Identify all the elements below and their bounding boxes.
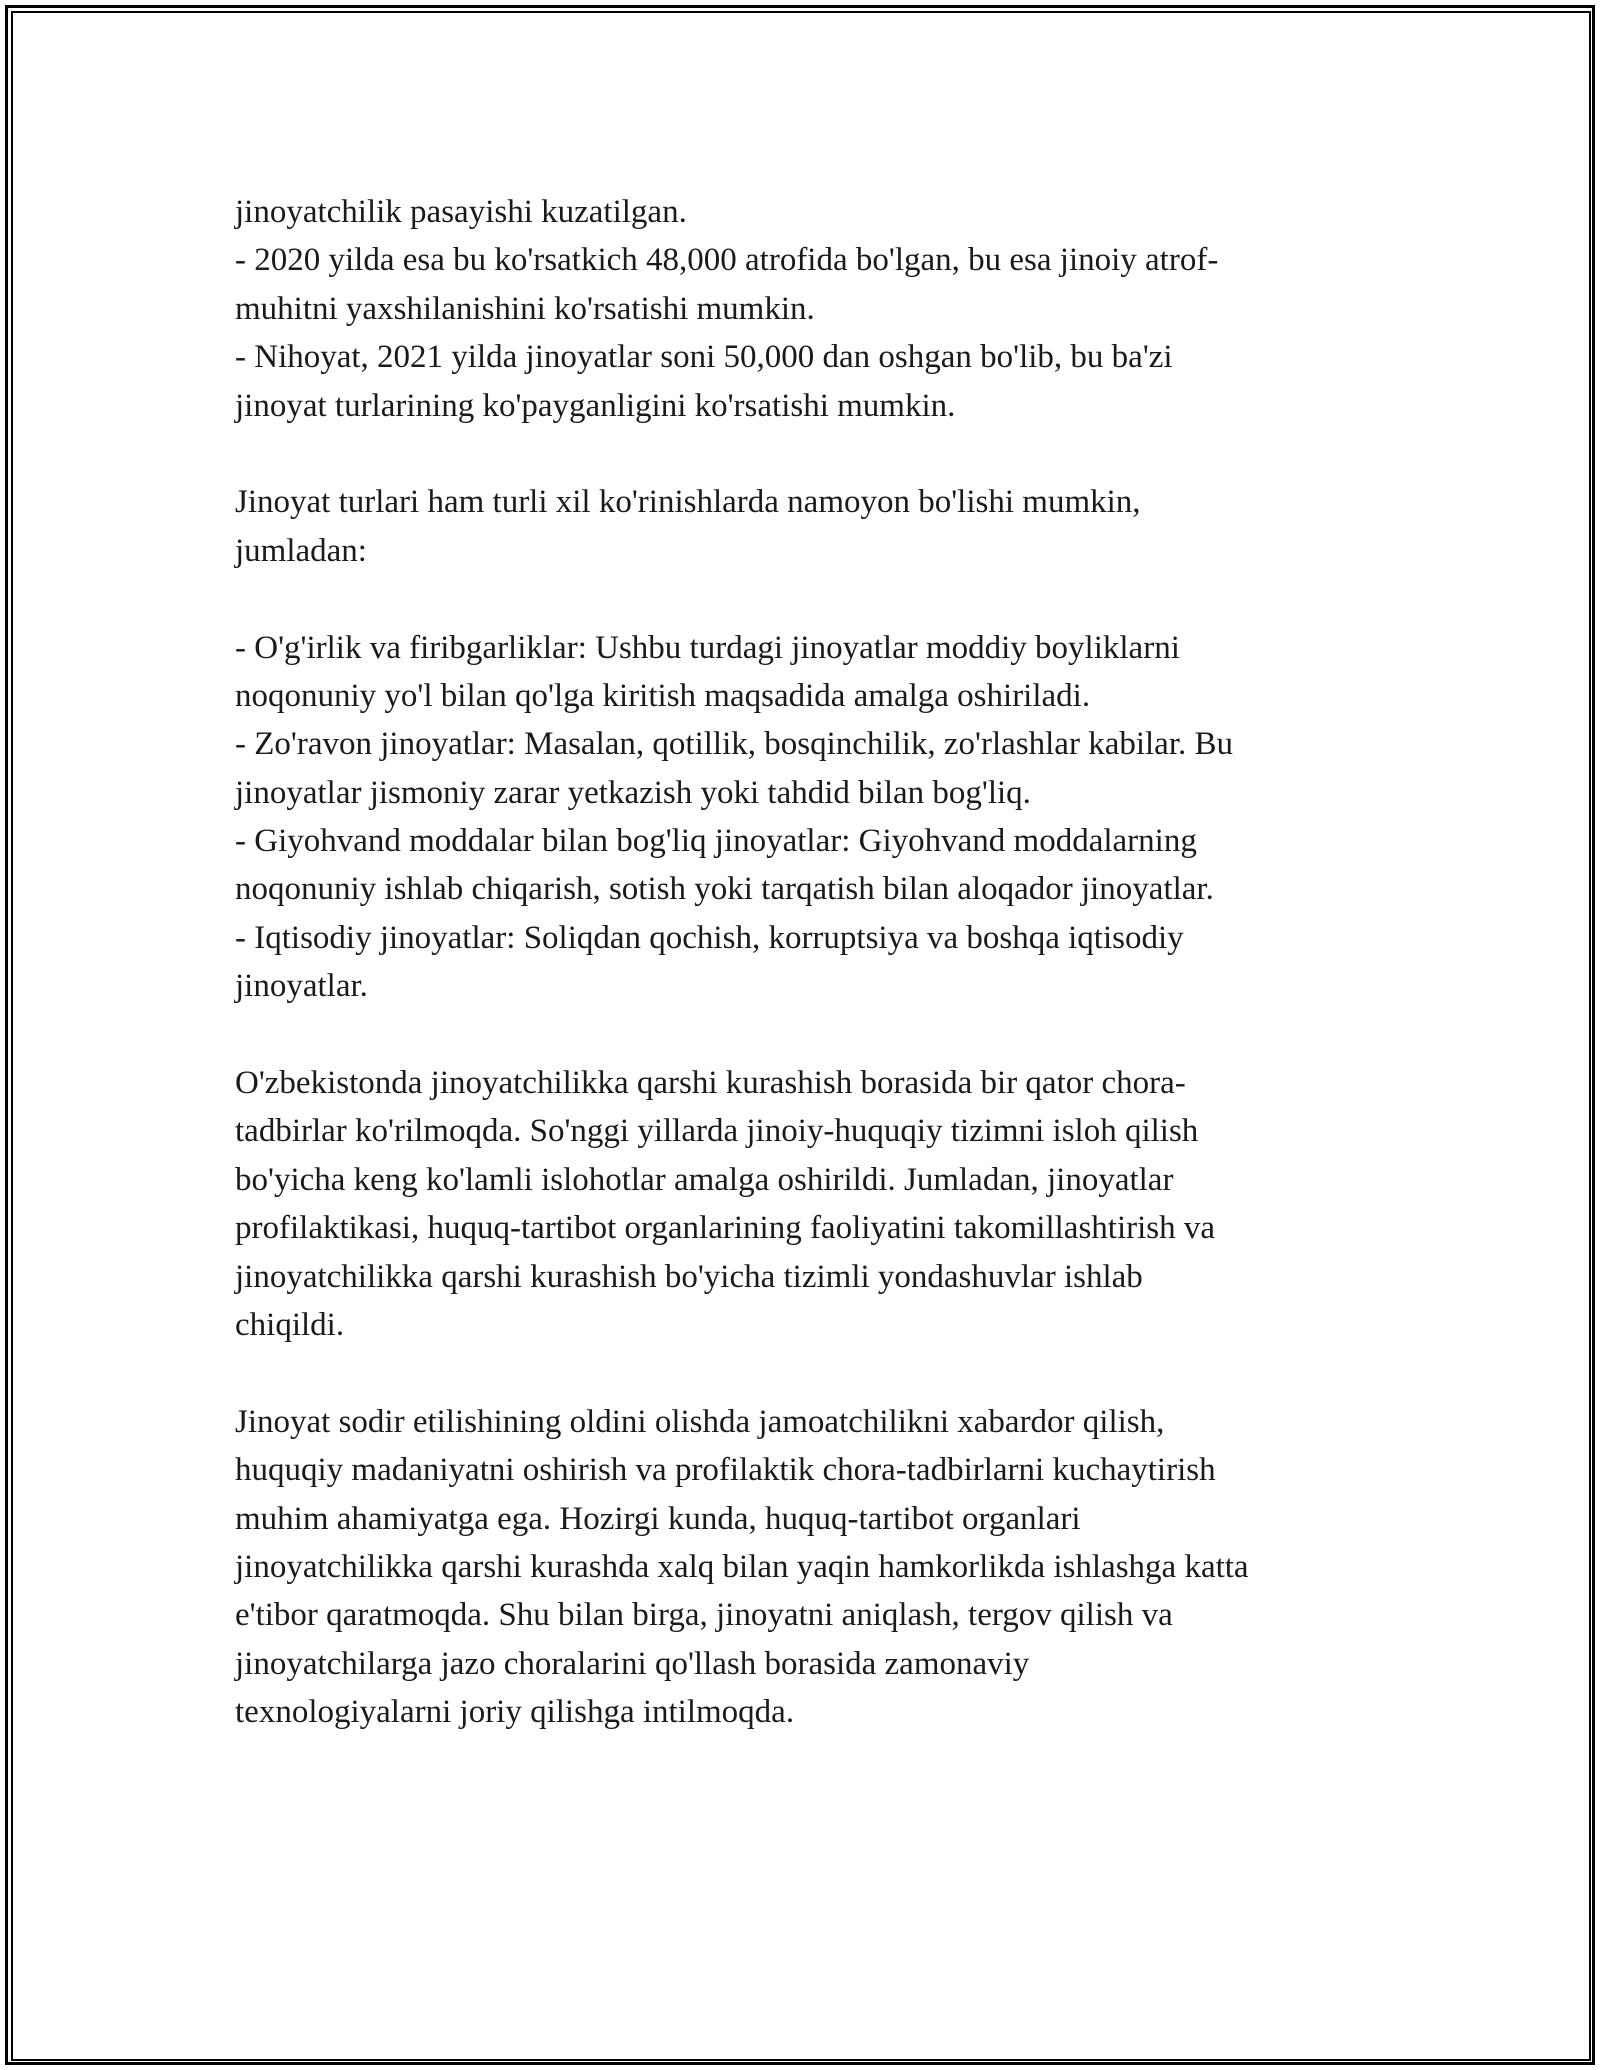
paragraph-spacer: [235, 575, 1385, 623]
text-line: - 2020 yilda esa bu ko'rsatkich 48,000 atrofida bo'lgan, bu esa jinoiy atrof-: [235, 242, 1219, 279]
paragraph: [235, 1398, 1385, 1737]
paragraph: [235, 1059, 1385, 1349]
text-line: jumladan:: [235, 532, 367, 569]
paragraph: [235, 478, 1385, 575]
text-line: muhitni yaxshilanishini ko'rsatishi mumkin.: [235, 290, 815, 327]
text-line: O'zbekistonda jinoyatchilikka qarshi kurashish borasida bir qator chora-: [235, 1065, 1186, 1102]
text-line: Jinoyat sodir etilishining oldini olishda jamoatchilikni xabardor qilish,: [235, 1403, 1165, 1440]
text-line: bo'yicha keng ko'lamli islohotlar amalga oshirildi. Jumladan, jinoyatlar: [235, 1161, 1174, 1198]
text-line: muhim ahamiyatga ega. Hozirgi kunda, huquq-tartibot organlari: [235, 1500, 1081, 1537]
text-line: jinoyat turlarining ko'payganligini ko'rsatishi mumkin.: [235, 387, 956, 424]
text-line: noqonuniy ishlab chiqarish, sotish yoki tarqatish bilan aloqador jinoyatlar.: [235, 871, 1214, 908]
text-line: jinoyatlar jismoniy zarar yetkazish yoki tahdid bilan bog'liq.: [235, 774, 1031, 811]
text-line: jinoyatlar.: [235, 968, 368, 1005]
text-line: jinoyatchilik pasayishi kuzatilgan.: [235, 194, 687, 230]
paragraph: [235, 624, 1385, 1011]
text-line: tadbirlar ko'rilmoqda. So'nggi yillarda jinoiy-huquqiy tizimni isloh qilish: [235, 1113, 1199, 1150]
text-line: noqonuniy yo'l bilan qo'lga kiritish maqsadida amalga oshiriladi.: [235, 677, 1091, 714]
text-line: jinoyatchilikka qarshi kurashish bo'yicha tizimli yondashuvlar ishlab: [235, 1258, 1143, 1295]
text-line: - Nihoyat, 2021 yilda jinoyatlar soni 50,000 dan oshgan bo'lib, bu ba'zi: [235, 339, 1173, 376]
paragraph: [235, 188, 1385, 430]
text-line: profilaktikasi, huquq-tartibot organlarining faoliyatini takomillashtirish va: [235, 1210, 1216, 1247]
text-line: - O'g'irlik va firibgarliklar: Ushbu turdagi jinoyatlar moddiy boyliklarni: [235, 629, 1180, 666]
text-line: texnologiyalarni joriy qilishga intilmoqda.: [235, 1694, 795, 1731]
text-line: huquqiy madaniyatni oshirish va profilaktik chora-tadbirlarni kuchaytirish: [235, 1452, 1216, 1489]
text-line: jinoyatchilarga jazo choralarini qo'llash borasida zamonaviy: [235, 1645, 1030, 1682]
text-line: - Iqtisodiy jinoyatlar: Soliqdan qochish, korruptsiya va boshqa iqtisodiy: [235, 919, 1184, 956]
paragraph-spacer: [235, 430, 1385, 478]
document-body: [235, 188, 1385, 1737]
text-line: Jinoyat turlari ham turli xil ko'rinishlarda namoyon bo'lishi mumkin,: [235, 484, 1141, 521]
text-line: - Giyohvand moddalar bilan bog'liq jinoyatlar: Giyohvand moddalarning: [235, 823, 1197, 860]
text-line: - Zo'ravon jinoyatlar: Masalan, qotillik, bosqinchilik, zo'rlashlar kabilar. Bu: [235, 726, 1234, 763]
text-line: jinoyatchilikka qarshi kurashda xalq bilan yaqin hamkorlikda ishlashga katta: [235, 1548, 1249, 1585]
paragraph-spacer: [235, 1011, 1385, 1059]
text-line: e'tibor qaratmoqda. Shu bilan birga, jinoyatni aniqlash, tergov qilish va: [235, 1597, 1173, 1634]
text-line: chiqildi.: [235, 1306, 345, 1343]
paragraph-spacer: [235, 1349, 1385, 1397]
